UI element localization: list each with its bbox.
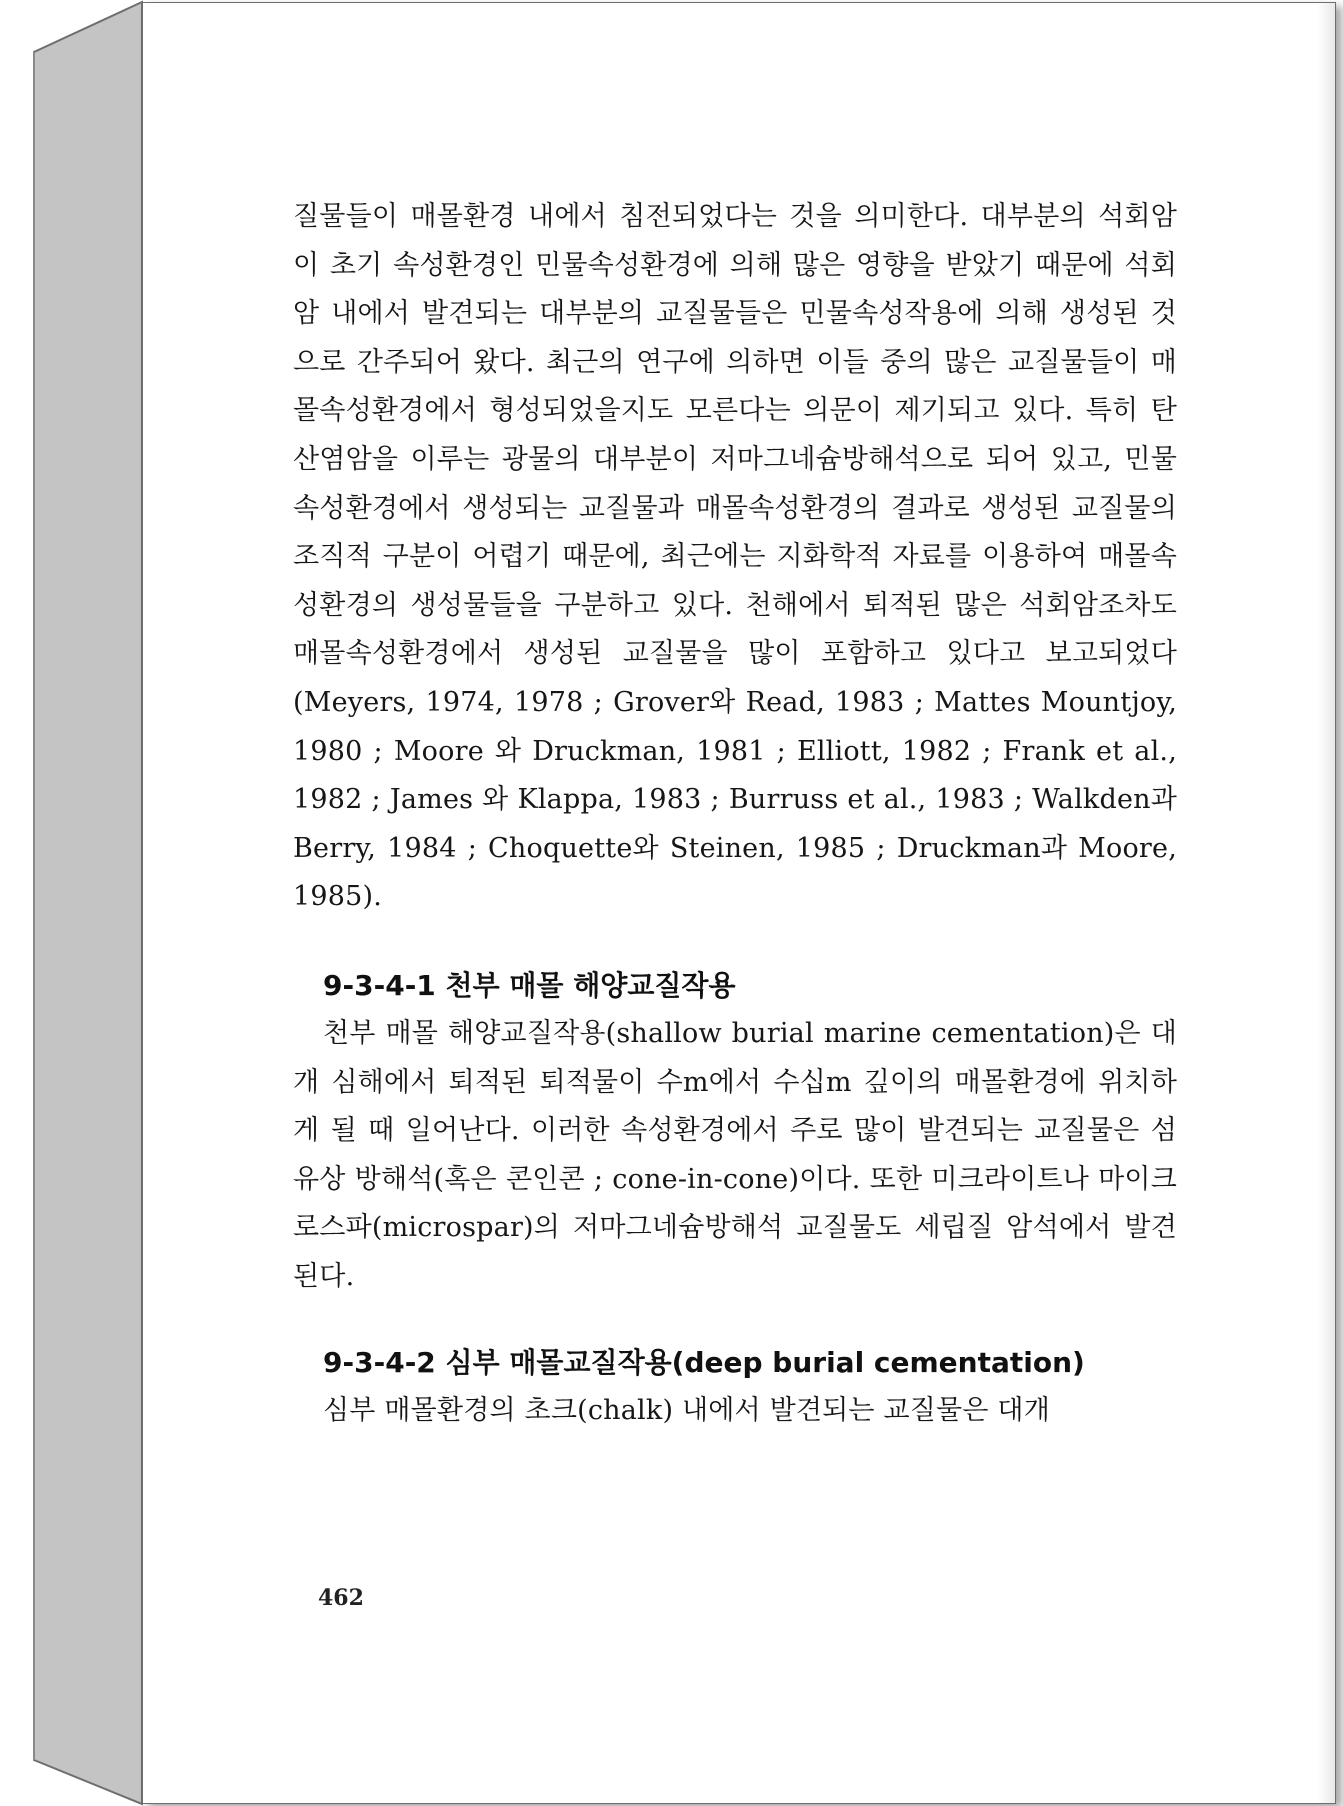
page-edge-shading xyxy=(1317,3,1335,1803)
page-text-block xyxy=(293,193,1177,1436)
book-page xyxy=(142,2,1336,1804)
page-number: 462 xyxy=(318,1585,364,1611)
section-spacer xyxy=(293,1301,1177,1339)
section-heading: 9-3-4-2 심부 매몰교질작용(deep burial cementation) xyxy=(323,1346,1085,1380)
section-body: 천부 매몰 해양교질작용(shallow burial marine cementation)은 대개 심해에서 퇴적된 퇴적물이 수m에서 수십m 깊이의 매몰환경에 위치하게 될 때 일어난다. 이러한 속성환경에서 주로 많이 발견되는 교질물은 섬유상 방해석(혹은 콘인콘 ; cone-in-cone)이다. 또한 미크라이트나 마이크로스파(microspar)의 저마그네슘방해석 교질물도 세립질 암석에서 발견된다. xyxy=(293,1017,1177,1292)
section-heading: 9-3-4-1 천부 매몰 해양교질작용 xyxy=(323,968,736,1002)
section-spacer xyxy=(293,922,1177,962)
section-body: 심부 매몰환경의 초크(chalk) 내에서 발견되는 교질물은 대개 xyxy=(323,1395,1050,1427)
paragraph-body: 질물들이 매몰환경 내에서 침전되었다는 것을 의미한다. 대부분의 석회암이 초기 속성환경인 민물속성환경에 의해 많은 영향을 받았기 때문에 석회암 내에서 발견되는 대부분의 교질물들은 민물속성작용에 의해 생성된 것으로 간주되어 왔다. 최근의 연구에 의하면 이들 중의 많은 교질물들이 매몰속성환경에서 형성되었을지도 모른다는 의문이 제기되고 있다. 특히 탄산염암을 이루는 광물의 대부분이 저마그네슘방해석으로 되어 있고, 민물속성환경에서 생성되는 교질물과 매몰속성환경의 결과로 생성된 교질물의 조직적 구분이 어렵기 때문에, 최근에는 지화학적 자료를 이용하여 매몰속성환경의 생성물들을 구분하고 있다. 천해에서 퇴적된 많은 석회암조차도 매몰속성환경에서 생성된 교질물을 많이 포함하고 있다고 보고되었다(Meyers, 1974, 1978 ; Grover와 Read, 1983 ; Mattes Mountjoy, 1980 ; Moore 와 Druckman, 1981 ; Elliott, 1982 ; Frank et al., 1982 ; James 와 Klappa, 1983 ; Burruss et al., 1983 ; Walkden과 Berry, 1984 ; Choquette와 Steinen, 1985 ; Druckman과 Moore, 1985). xyxy=(293,201,1177,913)
